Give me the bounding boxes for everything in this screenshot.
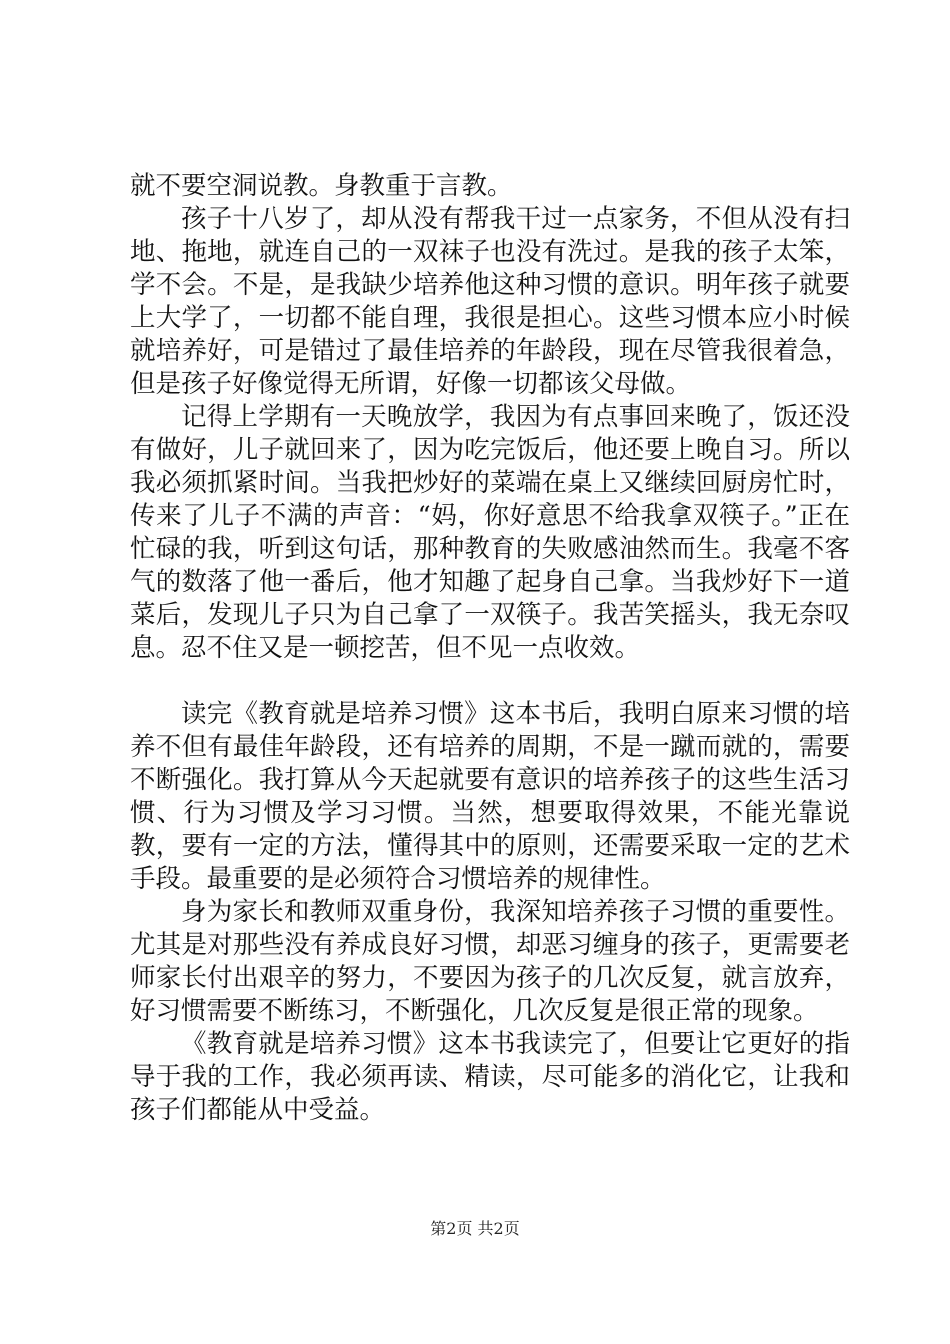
paragraph-continued: 就不要空洞说教。身教重于言教。: [130, 171, 513, 201]
paragraph-chopsticks: 记得上学期有一天晚放学，我因为有点事回来晚了，饭还没有做好，儿子就回来了，因为吃完饭后，他还要上晚自习。所以我必须抓紧时间。当我把炒好的菜端在桌上又继续回厨房忙时，传来了儿子不满的声音：“妈，你好意思不给我拿双筷子。”正在忙碌的我，听到这句话，那种教育的失败感油然而生。我毫不客气的数落了他一番后，他才知趣了起身自己拿。当我炒好下一道菜后，发现儿子只为自己拿了一双筷子。我苦笑摇头，我无奈叹息。忍不住又是一顿挖苦，但不见一点收效。: [130, 402, 850, 663]
page-number-footer: 第2页 共2页: [430, 1219, 520, 1238]
body-text: [130, 170, 850, 1127]
paragraph-parent-teacher: 身为家长和教师双重身份，我深知培养孩子习惯的重要性。尤其是对那些没有养成良好习惯，却恶习缠身的孩子，更需要老师家长付出艰辛的努力，不要因为孩子的几次反复，就言放弃，好习惯需要不断练习，不断强化，几次反复是很正常的现象。: [130, 897, 850, 1026]
paragraph-conclusion: 《教育就是培养习惯》这本书我读完了，但要让它更好的指导于我的工作，我必须再读、精读，尽可能多的消化它，让我和孩子们都能从中受益。: [130, 1029, 850, 1125]
paragraph-after-reading: 读完《教育就是培养习惯》这本书后，我明白原来习惯的培养不但有最佳年龄段，还有培养的周期，不是一蹴而就的，需要不断强化。我打算从今天起就要有意识的培养孩子的这些生活习惯、行为习惯及学习习惯。当然，想要取得效果，不能光靠说教，要有一定的方法，懂得其中的原则，还需要采取一定的艺术手段。最重要的是必须符合习惯培养的规律性。: [130, 699, 850, 894]
paragraph-housework: 孩子十八岁了，却从没有帮我干过一点家务，不但从没有扫地、拖地，就连自己的一双袜子也没有洗过。是我的孩子太笨，学不会。不是，是我缺少培养他这种习惯的意识。明年孩子就要上大学了，一切都不能自理，我很是担心。这些习惯本应小时候就培养好，可是错过了最佳培养的年龄段，现在尽管我很着急，但是孩子好像觉得无所谓，好像一切都该父母做。: [130, 204, 850, 399]
